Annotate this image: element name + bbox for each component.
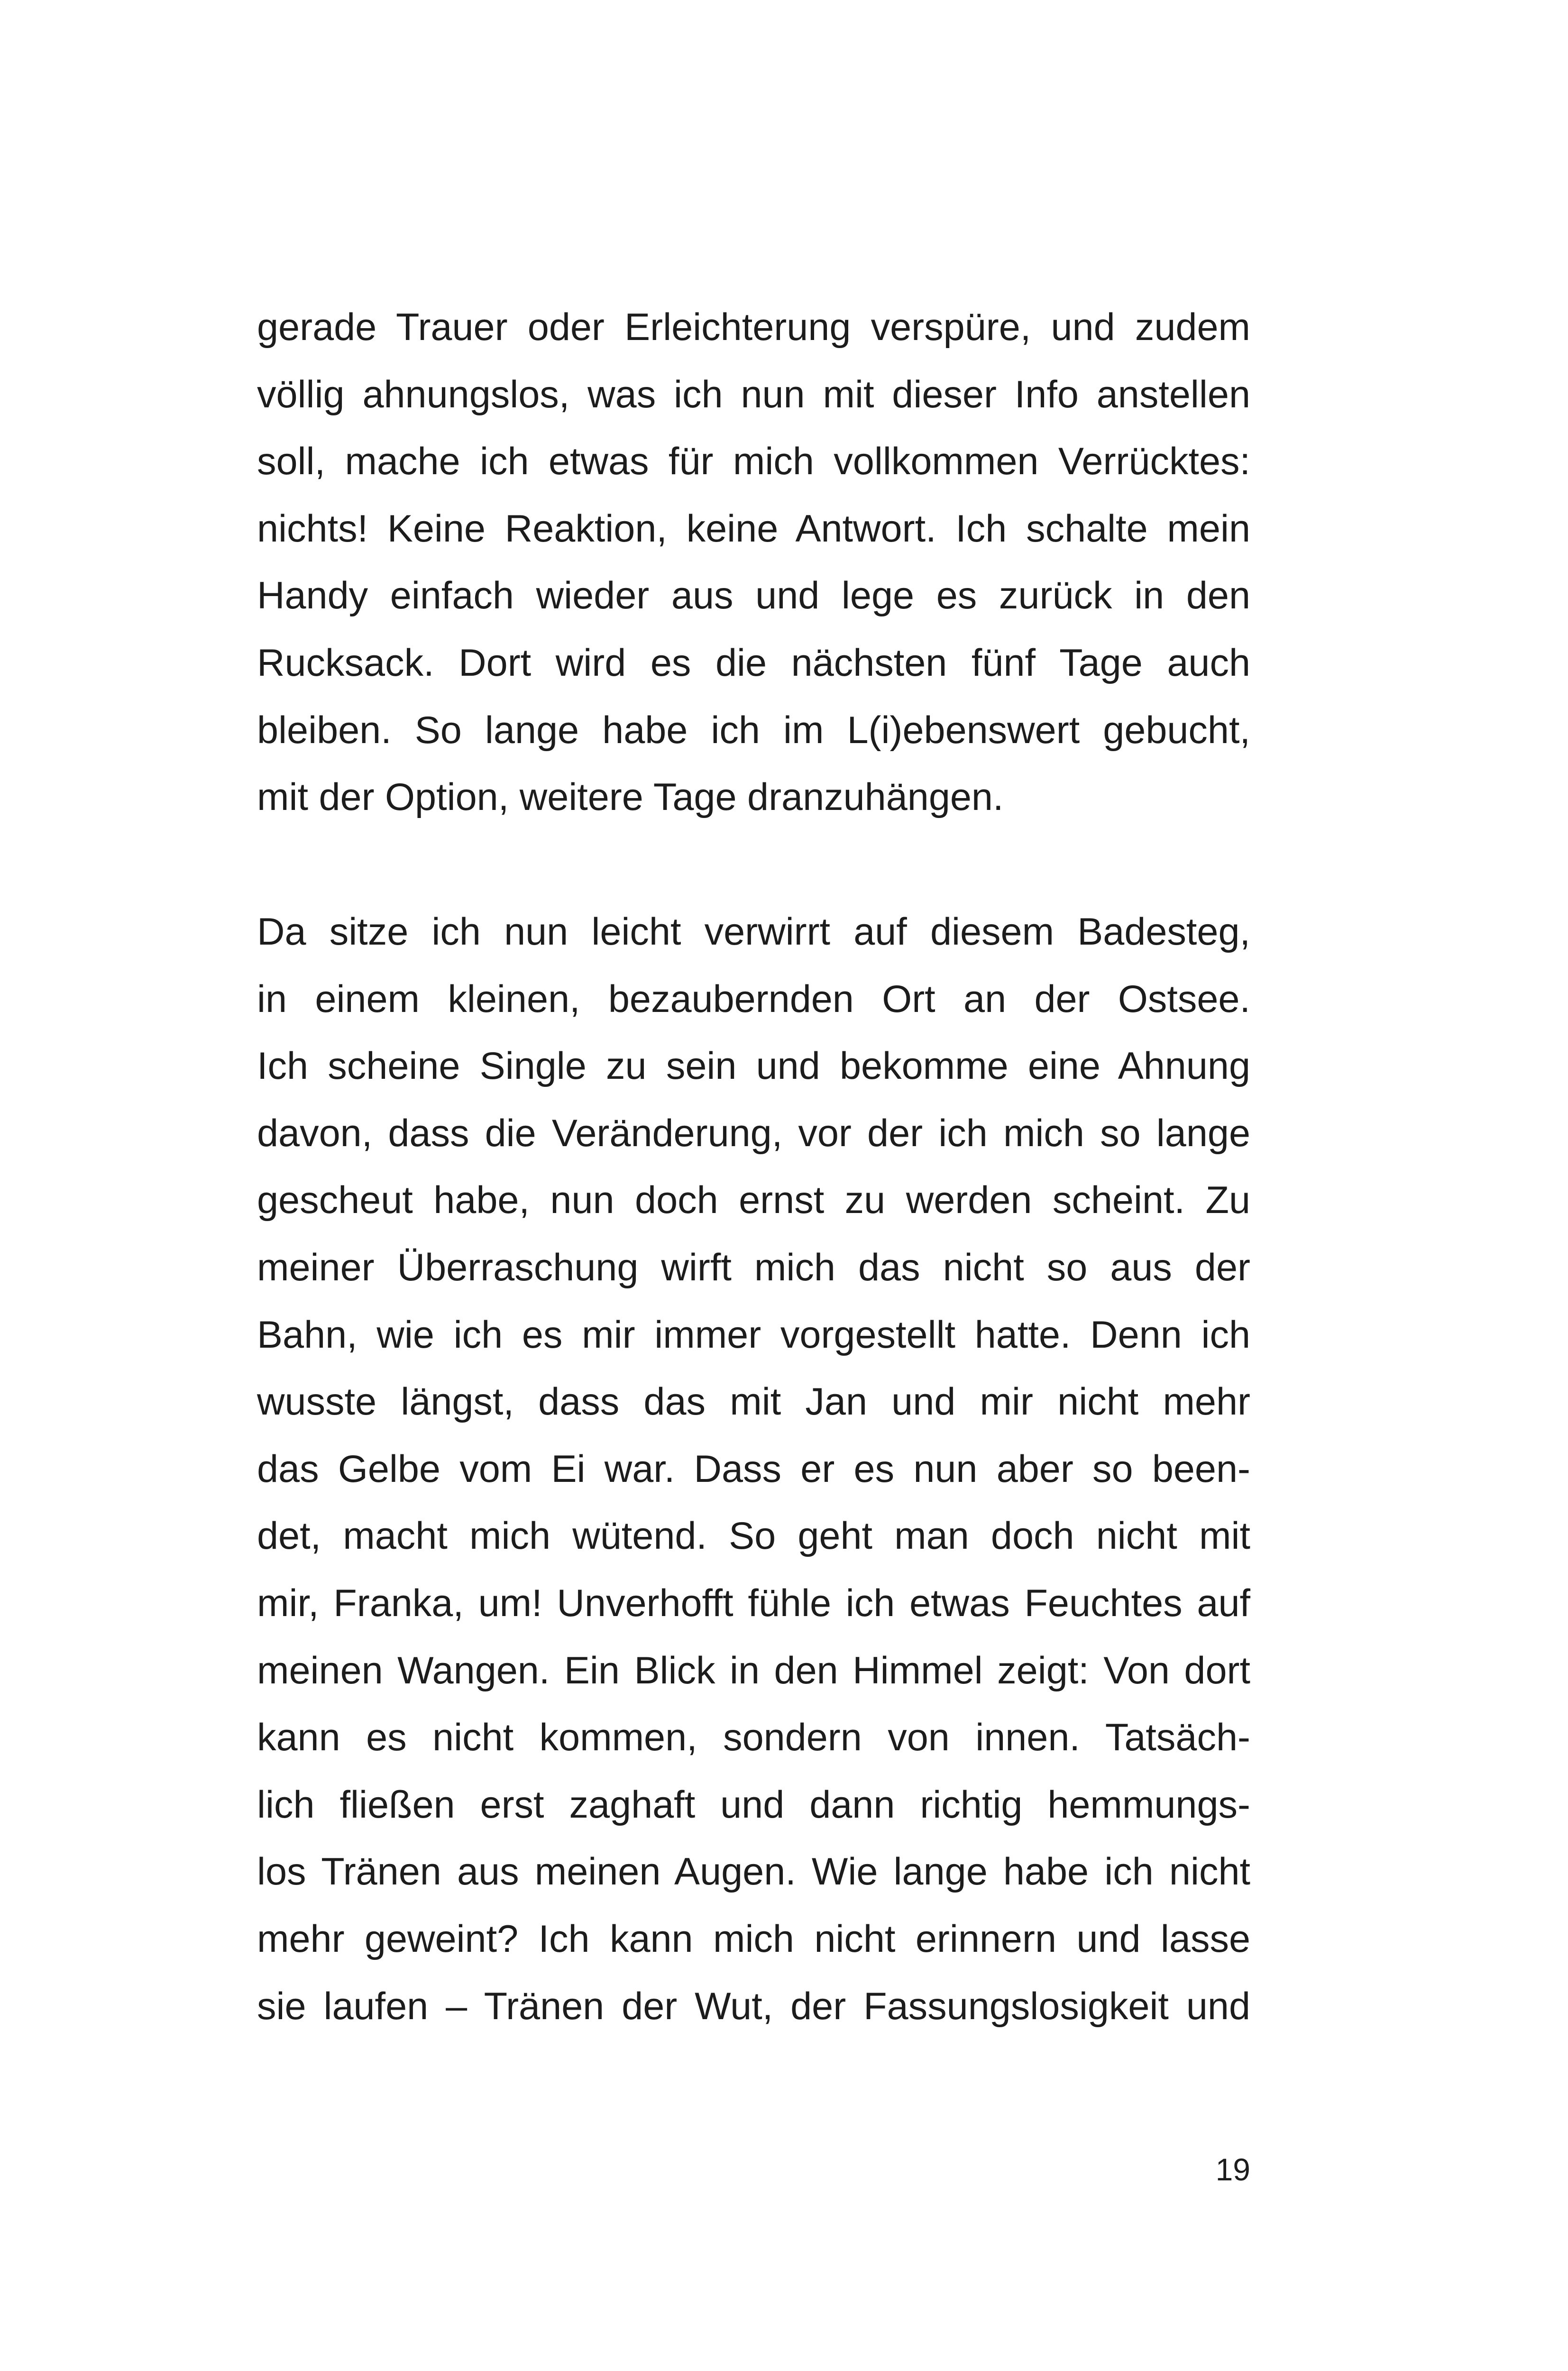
text-line: los Tränen aus meinen Augen. Wie lange habe ich nicht [257, 1850, 1250, 1893]
text-line: meiner Überraschung wirft mich das nicht so aus der [257, 1246, 1250, 1289]
text-line: Bahn, wie ich es mir immer vorgestellt hatte. Denn ich [257, 1313, 1250, 1356]
text-line: gerade Trauer oder Erleichterung verspüre, und zudem [257, 306, 1250, 349]
text-line: meinen Wangen. Ein Blick in den Himmel zeigt: Von dort [257, 1649, 1250, 1692]
text-line: lich fließen erst zaghaft und dann richtig hemmungs- [257, 1783, 1250, 1826]
text-line: das Gelbe vom Ei war. Dass er es nun aber so been- [257, 1447, 1250, 1490]
text-line: det, macht mich wütend. So geht man doch nicht mit [257, 1515, 1250, 1558]
text-line: sie laufen – Tränen der Wut, der Fassungslosigkeit und [257, 1985, 1250, 2028]
paragraph-1 [257, 294, 1250, 831]
text-line: davon, dass die Veränderung, vor der ich mich so lange [257, 1112, 1250, 1155]
text-line: in einem kleinen, bezaubernden Ort an der Ostsee. [257, 977, 1250, 1020]
text-line: mehr geweint? Ich kann mich nicht erinnern und lasse [257, 1917, 1250, 1960]
text-line: Rucksack. Dort wird es die nächsten fünf Tage auch [257, 641, 1250, 684]
page-number: 19 [1215, 2152, 1250, 2187]
text-line: völlig ahnungslos, was ich nun mit dieser Info anstellen [257, 373, 1250, 416]
text-line: kann es nicht kommen, sondern von innen. Tatsäch- [257, 1716, 1250, 1759]
text-line: nichts! Keine Reaktion, keine Antwort. Ich schalte mein [257, 507, 1250, 550]
text-line: Ich scheine Single zu sein und bekomme eine Ahnung [257, 1045, 1250, 1088]
text-line: Da sitze ich nun leicht verwirrt auf diesem Badesteg, [257, 910, 1250, 953]
text-line: mir, Franka, um! Unverhofft fühle ich etwas Feuchtes auf [257, 1581, 1250, 1625]
text-line: Handy einfach wieder aus und lege es zurück in den [257, 574, 1250, 617]
text-line: wusste längst, dass das mit Jan und mir nicht mehr [257, 1380, 1250, 1424]
text-line: bleiben. So lange habe ich im L(i)ebenswert gebucht, [257, 708, 1250, 752]
text-line: mit der Option, weitere Tage dranzuhängen. [257, 776, 1004, 819]
text-line: gescheut habe, nun doch ernst zu werden scheint. Zu [257, 1179, 1250, 1222]
text-line: soll, mache ich etwas für mich vollkommen Verrücktes: [257, 440, 1250, 483]
paragraph-2 [257, 899, 1250, 2040]
